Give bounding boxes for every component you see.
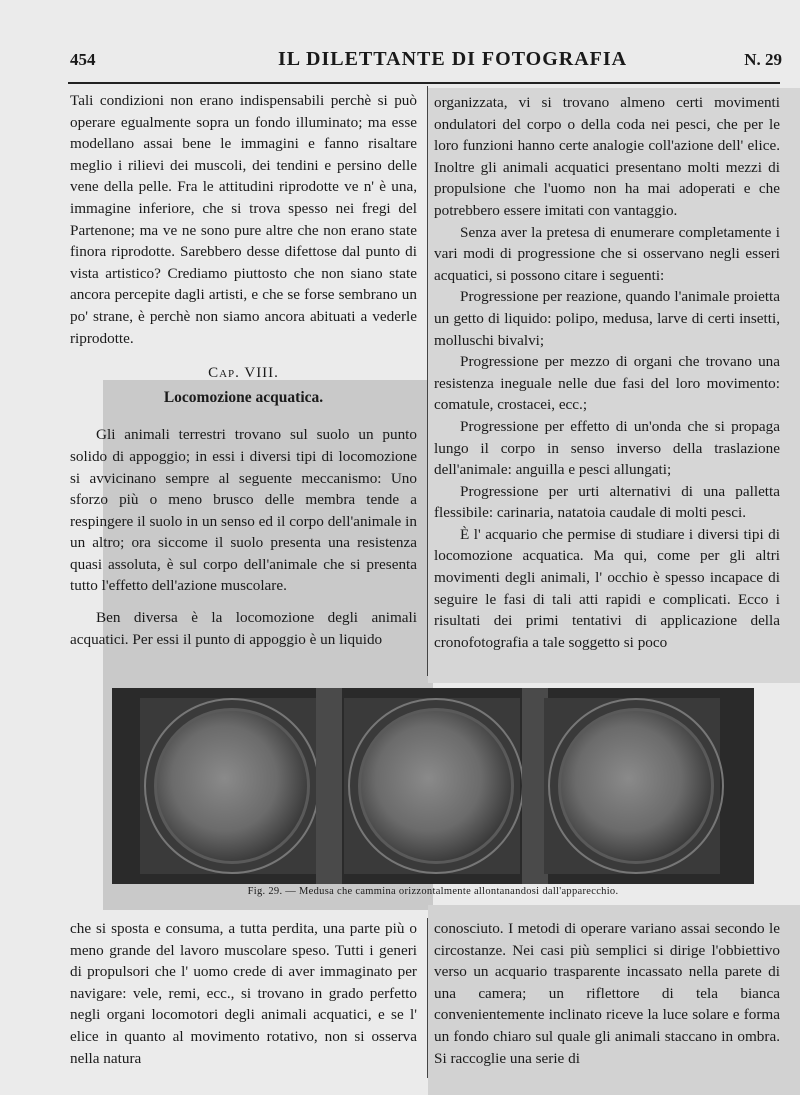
paragraph: conosciuto. I metodi di operare variano assai secondo le circostanze. Nei casi più semplici si dirige l'obbiettivo verso un acquario trasparente incassato nella parete di una camera; un riflettore di tela bianca convenientemente inclinato riceve la luce solare e forma un fondo chiaro sul quale gli animali staccano in ombra. Si raccoglie una serie di [434,920,780,1067]
medusa-frame [344,698,520,874]
list-item: Progressione per reazione, quando l'animale proietta un getto di liquido: polipo, medusa, larve di certi insetti, molluschi bivalvi; [434,288,780,349]
left-column-bottom [70,918,417,1069]
list-item: Progressione per effetto di un'onda che si propaga lungo il corpo in senso inverso della traslazione dell'animale: anguilla e pesci allungati; [434,417,780,479]
column-divider [427,86,428,676]
paragraph: Ben diversa è la locomozione degli animali acquatici. Per essi il punto di appoggio è un liquido [70,609,417,648]
paragraph: Gli animali terrestri trovano sul suolo un punto solido di appoggio; in essi i diversi tipi di locomozione si avvicinano sempre al seguente meccanismo: Uno sforzo più o meno brusco delle membra tende a respingere il suolo in un senso ed il corpo dell'animale in un altro; ora siccome il suolo presenta una resistenza quasi assoluta, è sul corpo dell'animale che si presenta tutto l'effetto dell'azione muscolare. [70,426,417,595]
chronophotograph-figure [112,688,754,884]
medusa-frame [544,698,720,874]
chapter-heading: Cap. VIII. [208,365,279,382]
running-title: IL DILETTANTE DI FOTOGRAFIA [278,48,628,70]
list-item: Progressione per urti alternativi di una palletta flessibile: carinaria, natatoia caudale di molti pesci. [434,482,780,522]
issue-number: N. 29 [744,50,782,69]
column-divider [427,918,428,1078]
left-column-top [70,90,417,650]
paragraph: Senza aver la pretesa di enumerare completamente i vari modi di progressione che si osservano negli esseri acquatici, si possono citare i seguenti: [434,223,780,284]
aquarium-post [316,688,342,884]
list-item: Progressione per mezzo di organi che trovano una resistenza ineguale nelle due fasi del loro movimento: comatule, crostacei, ecc.; [434,353,780,414]
figure-caption: Fig. 29. — Medusa che cammina orizzontalmente allontanandosi dall'apparecchio. [247,886,619,897]
right-column-top [434,92,780,653]
paragraph: organizzata, vi si trovano almeno certi movimenti ondulatori del corpo o della coda nei pesci, che per le loro funzioni hanno certe analogie coll'azione dell' elice. Inoltre gli animali acquatici presentano molti mezzi di propulsione che l'uomo non ha mai adoperati e che potrebbero essere imitati con vantaggio. [434,94,780,219]
page-number: 454 [70,50,96,69]
section-title: Locomozione acquatica. [163,388,324,406]
paragraph: È l' acquario che permise di studiare i diversi tipi di locomozione acquatica. Ma qui, come per gli altri movimenti degli animali, l' occhio è spesso incapace di seguire le fasi di tali atti rapidi e complicati. Ecco i risultati dei primi tentativi di applicazione della cronofotografia a tale soggetto si poco [434,525,780,651]
paragraph: che si sposta e consuma, a tutta perdita, una parte più o meno grande del lavoro muscolare speso. Tutti i generi di propulsori che l' uomo crede di aver immaginato per navigare: vele, remi, ecc., si trovano in grado perfetto negli organi locomotori degli animali acquatici, e se l' elice in quanto al movimento rotativo, non si osserva nella natura [70,920,417,1067]
medusa-frame [140,698,316,874]
page-header [60,44,800,78]
header-rule [68,82,780,84]
right-column-bottom [434,918,780,1069]
paragraph: Tali condizioni non erano indispensabili perchè si può operare egualmente sopra un fondo illuminato; ma esse modellano assai bene le immagini e fanno risaltare meglio i rilievi dei muscoli, dei tendini e persino delle vene della pelle. Fra le attitudini riprodotte ve n' è una, immagine inferiore, che si trova spesso nei fregi del Partenone; ma ve ne sono pure altre che non erano state finora riprodotte. Sarebbero desse difettose dal punto di vista artistico? Crediamo piuttosto che non siano state ancora percepite dagli artisti, e che se forse sembrano un po' strane, è perchè non siamo ancora abituati a vederle riprodotte. [70,92,417,347]
